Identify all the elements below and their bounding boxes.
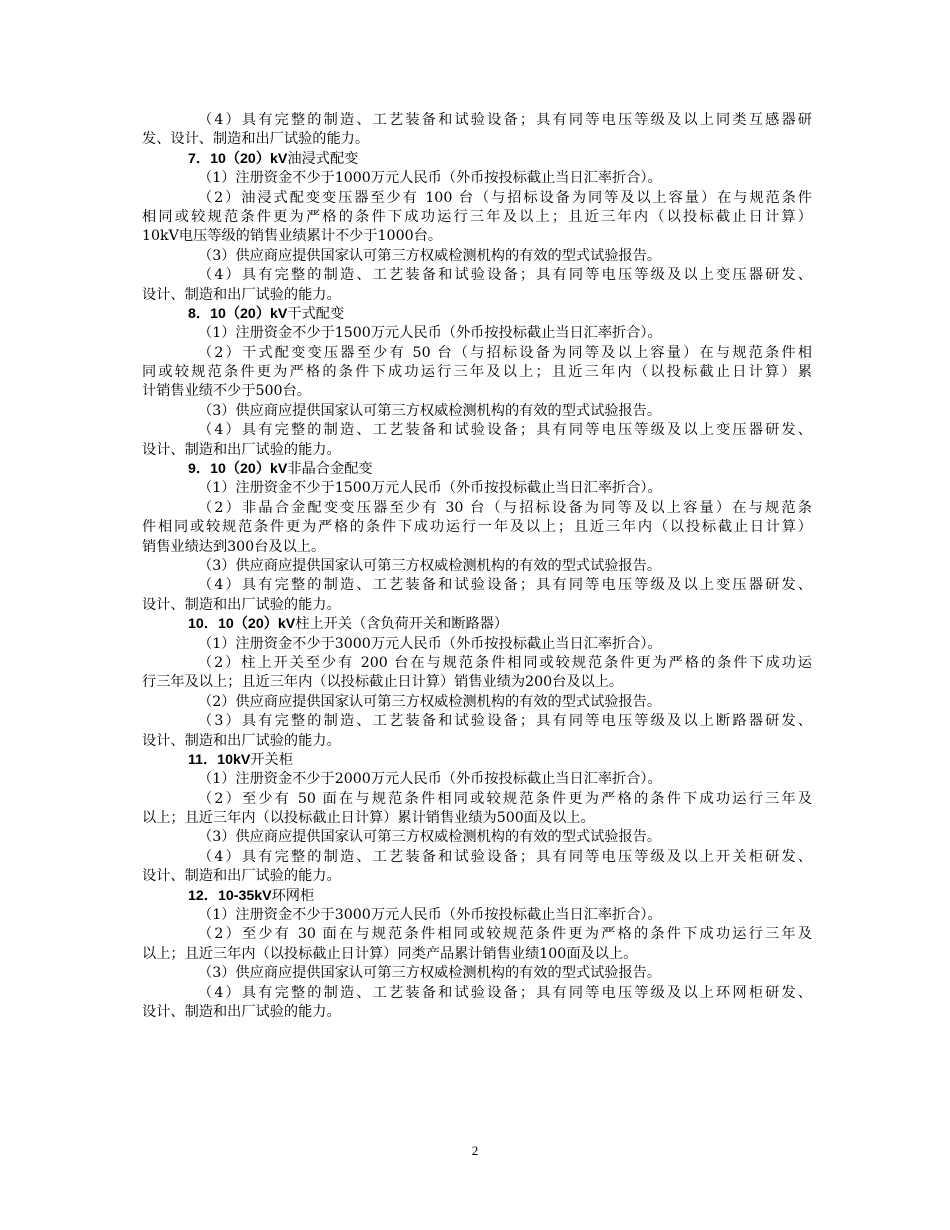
paragraph-line: （4）具有完整的制造、工艺装备和试验设备；具有同等电压等级及以上开关柜研发、 [198,848,812,865]
paragraph-line: 发、设计、制造和出厂试验的能力。 [142,131,370,148]
paragraph-line: （4）具有完整的制造、工艺装备和试验设备；具有同等电压等级及以上变压器研发、 [198,422,812,439]
paragraph-line: 设计、制造和出厂试验的能力。 [142,286,341,303]
paragraph-line: 销售业绩达到300台及以上。 [142,538,326,555]
paragraph-line: 计销售业绩不少于500台。 [142,383,311,400]
paragraph-line: 相同或较规范条件更为严格的条件下成功运行三年及以上；且近三年内（以投标截止日计算） [142,208,812,225]
page-number: 2 [471,1143,479,1158]
paragraph-line: 设计、制造和出厂试验的能力。 [142,732,341,749]
paragraph-line: （4）具有完整的制造、工艺装备和试验设备；具有同等电压等级及以上变压器研发、 [198,577,812,594]
section-number: 9．10（20）kV [188,461,288,478]
paragraph-line: （3）具有完整的制造、工艺装备和试验设备；具有同等电压等级及以上断路器研发、 [198,713,812,730]
paragraph-line: （3）供应商应提供国家认可第三方权威检测机构的有效的型式试验报告。 [198,402,662,419]
paragraph-line: （3）供应商应提供国家认可第三方权威检测机构的有效的型式试验报告。 [198,247,662,264]
paragraph-line: 设计、制造和出厂试验的能力。 [142,441,341,458]
paragraph-line: （1）注册资金不少于3000万元人民币（外币按投标截止当日汇率折合）。 [198,635,662,652]
section-number: 8．10（20）kV [188,305,288,322]
section-title: 柱上开关（含负荷开关和断路器） [295,616,509,633]
section-heading [142,150,812,169]
section-heading [142,751,812,770]
paragraph-line: （4）具有完整的制造、工艺装备和试验设备；具有同等电压等级及以上变压器研发、 [198,267,812,284]
section-title: 非晶合金配变 [287,461,373,478]
section-heading [142,615,812,634]
paragraph-line: （3）供应商应提供国家认可第三方权威检测机构的有效的型式试验报告。 [198,829,662,846]
section-title: 环网柜 [271,887,315,904]
section-number: 10．10（20）kV [188,616,296,633]
paragraph-line: （2）至少有 50 面在与规范条件相同或较规范条件更为严格的条件下成功运行三年及 [198,790,812,807]
section-title: 油浸式配变 [287,150,359,167]
paragraph-line: （1）注册资金不少于1500万元人民币（外币按投标截止当日汇率折合）。 [198,480,662,497]
paragraph-line: （3）供应商应提供国家认可第三方权威检测机构的有效的型式试验报告。 [198,557,662,574]
section-heading [142,305,812,324]
paragraph-line: 同或较规范条件更为严格的条件下成功运行三年及以上；且近三年内（以投标截止日计算）累 [142,364,812,381]
section-heading [142,887,812,906]
paragraph-line: 行三年及以上；且近三年内（以投标截止日计算）销售业绩为200台及以上。 [142,674,624,691]
paragraph-line: 设计、制造和出厂试验的能力。 [142,1003,341,1020]
paragraph-line: （3）供应商应提供国家认可第三方权威检测机构的有效的型式试验报告。 [198,965,662,982]
section-title: 干式配变 [287,305,345,322]
paragraph-line: （1）注册资金不少于3000万元人民币（外币按投标截止当日汇率折合）。 [198,907,662,924]
section-title: 开关柜 [250,751,293,768]
paragraph-line: （1）注册资金不少于1000万元人民币（外币按投标截止当日汇率折合）。 [198,170,662,187]
section-heading [142,460,812,479]
paragraph-line: （2）供应商应提供国家认可第三方权威检测机构的有效的型式试验报告。 [198,693,662,710]
paragraph-line: （2）柱上开关至少有 200 台在与规范条件相同或较规范条件更为严格的条件下成功运 [198,654,812,671]
paragraph-line: （2）至少有 30 面在与规范条件相同或较规范条件更为严格的条件下成功运行三年及 [198,926,812,943]
paragraph-line: 以上；且近三年内（以投标截止日计算）累计销售业绩为500面及以上。 [142,810,595,827]
section-number: 11．10kV [188,751,251,768]
paragraph-line: （2）干式配变变压器至少有 50 台（与招标设备为同等及以上容量）在与规范条件相 [198,344,812,361]
paragraph-line: 以上；且近三年内（以投标截止日计算）同类产品累计销售业绩100面及以上。 [142,945,638,962]
paragraph-line: 设计、制造和出厂试验的能力。 [142,596,341,613]
paragraph-line: （1）注册资金不少于1500万元人民币（外币按投标截止当日汇率折合）。 [198,325,662,342]
paragraph-line: （2）非晶合金配变变压器至少有 30 台（与招标设备为同等及以上容量）在与规范条 [198,499,812,516]
document-body [142,111,812,1022]
paragraph-line: （4）具有完整的制造、工艺装备和试验设备；具有同等电压等级及以上环网柜研发、 [198,984,812,1001]
paragraph-line: 件相同或较规范条件更为严格的条件下成功运行一年及以上；且近三年内（以投标截止日计算） [142,519,812,536]
paragraph-line: （2）油浸式配变变压器至少有 100 台（与招标设备为同等及以上容量）在与规范条件 [198,189,812,206]
section-number: 12．10-35kV [188,887,272,904]
paragraph-line: 10kV电压等级的销售业绩累计不少于1000台。 [142,228,443,245]
section-number: 7．10（20）kV [188,150,288,167]
paragraph-line: （1）注册资金不少于2000万元人民币（外币按投标截止当日汇率折合）。 [198,771,662,788]
paragraph-line: 设计、制造和出厂试验的能力。 [142,868,341,885]
paragraph-line: （4）具有完整的制造、工艺装备和试验设备；具有同等电压等级及以上同类互感器研 [198,112,812,128]
